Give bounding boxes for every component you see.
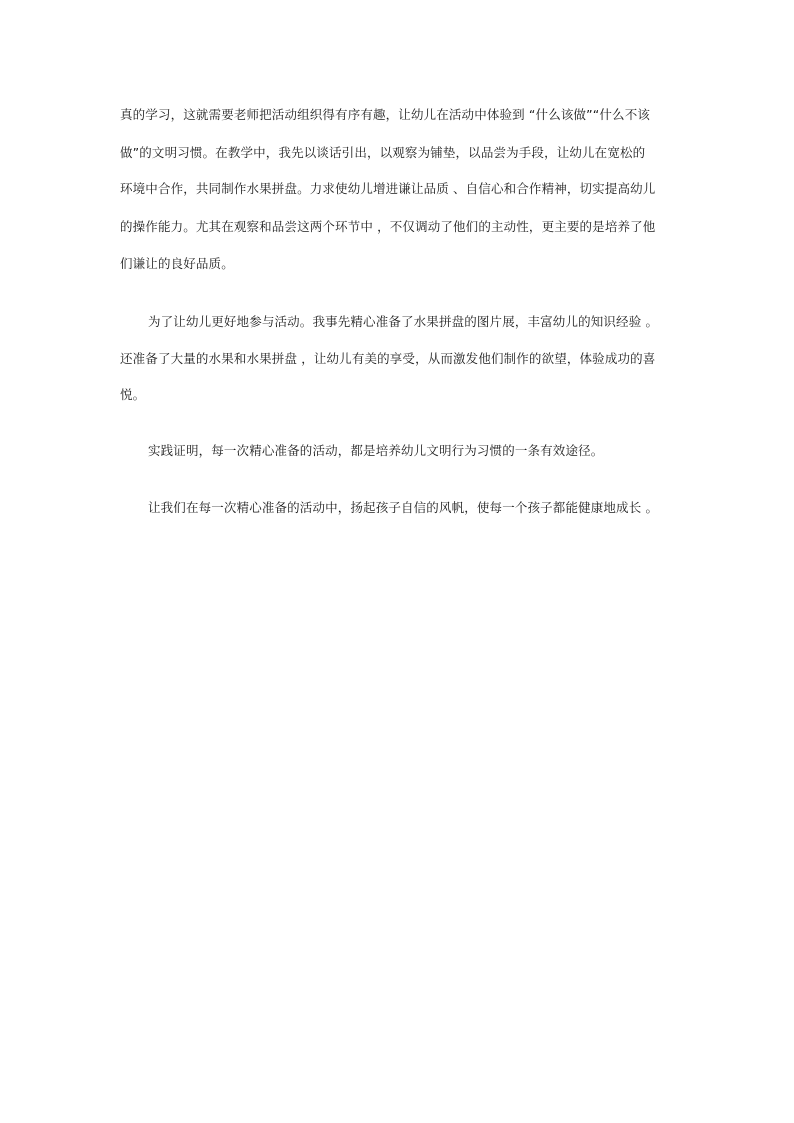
paragraph-1-line-1: 真的学习，这就需要老师把活动组织得有序有趣，让幼儿在活动中体验到 “什么该做”“什么不该: [120, 107, 651, 122]
paragraph-4-line-1: 让我们在每一次精心准备的活动中，扬起孩子自信的风帆，使每一个孩子都能健康地成长 。: [148, 500, 659, 515]
paragraph-1-line-2: 做”的文明习惯。在教学中，我先以谈话引出，以观察为铺垫，以品尝为手段，让幼儿在宽松的: [120, 145, 646, 160]
paragraph-2-line-2: 还准备了大量的水果和水果拼盘 ，让幼儿有美的享受，从而激发他们制作的欲望，体验成功的喜: [120, 351, 656, 366]
paragraph-2-line-1: 为了让幼儿更好地参与活动。我事先精心准备了水果拼盘的图片展，丰富幼儿的知识经验 。: [148, 314, 659, 329]
paragraph-1-line-3: 环境中合作，共同制作水果拼盘。力求使幼儿增进谦让品质 、自信心和合作精神，切实提高幼儿: [120, 181, 656, 196]
paragraph-1-line-4: 的操作能力。尤其在观察和品尝这两个环节中 ，不仅调动了他们的主动性，更主要的是培养了他: [120, 219, 656, 234]
paragraph-2-line-3: 悦。: [120, 387, 146, 402]
paragraph-1-line-5: 们谦让的良好品质。: [120, 256, 234, 271]
paragraph-3-line-1: 实践证明，每一次精心准备的活动，都是培养幼儿文明行为习惯的一条有效途径。: [148, 443, 604, 458]
